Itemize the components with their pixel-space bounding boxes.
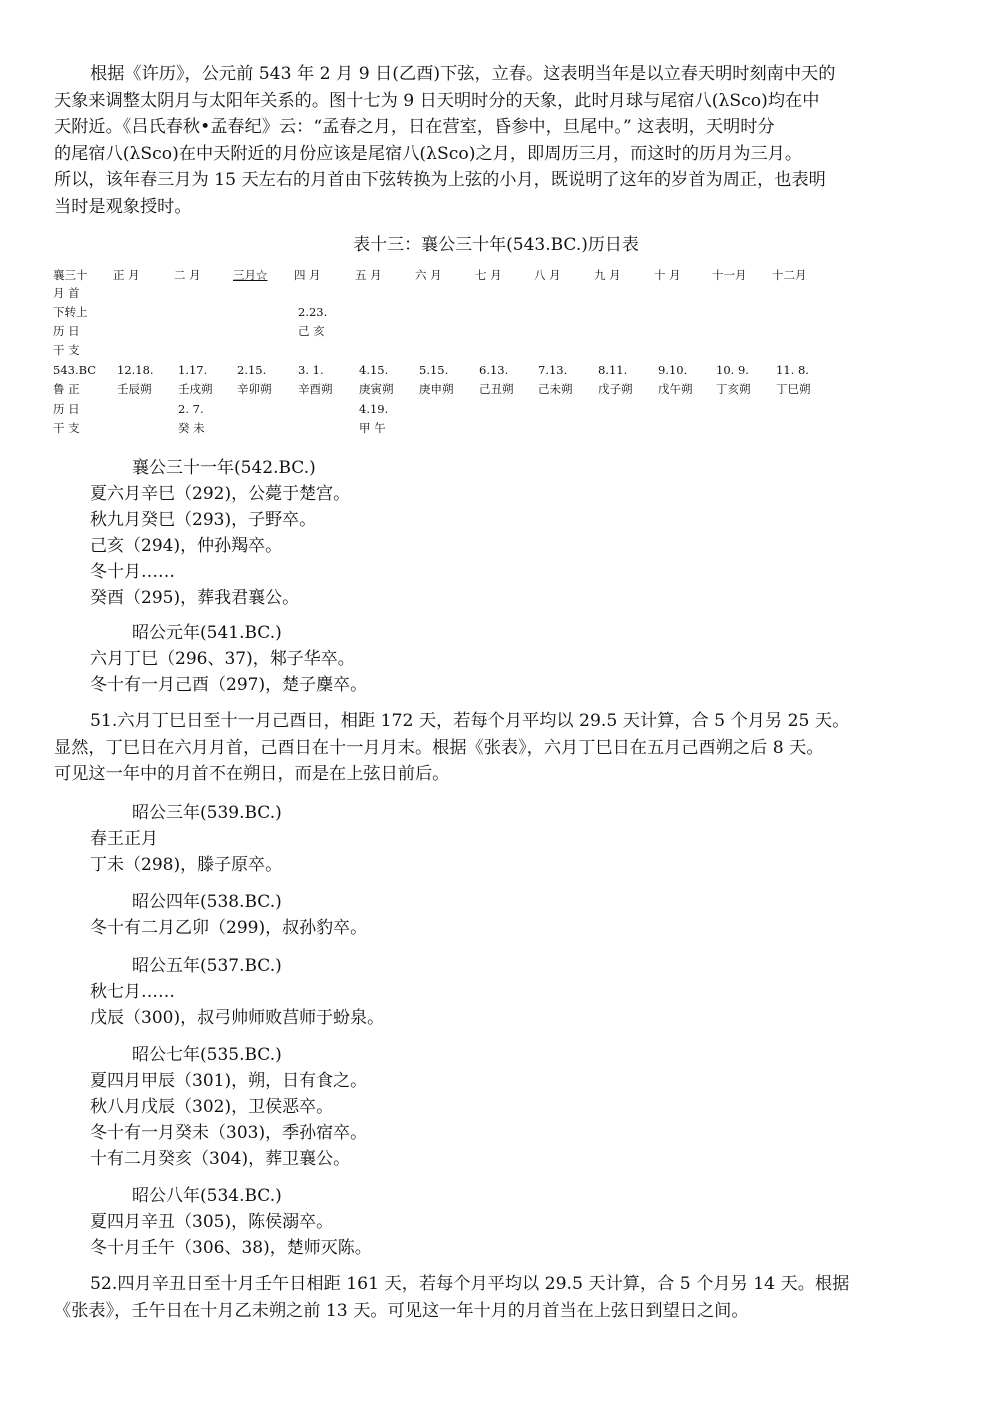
section-heading: 昭公八年(534.BC.) [132, 1186, 282, 1206]
text-line: 所以，该年春三月为 15 天左右的月首由下弦转换为上弦的小月，既说明了这年的岁首为周正，也表明 [54, 170, 826, 190]
text-line: 根据《许历》，公元前 543 年 2 月 9 日(乙酉)下弦，立春。这表明当年是以立春天明时刻南中天的 [90, 64, 836, 84]
row-label: 干 支 [53, 421, 80, 435]
date-cell: 11. 8. [776, 363, 809, 377]
date-cell: 6.13. [479, 363, 509, 377]
row-label: 干 支 [53, 343, 80, 357]
section-zhao5 [90, 953, 384, 1031]
section-zhao3 [90, 800, 282, 878]
date-cell: 2.15. [237, 363, 267, 377]
section-heading: 昭公元年(541.BC.) [132, 623, 282, 643]
entry-line: 戊辰（300)，叔弓帅师败莒师于蚡泉。 [90, 1008, 385, 1028]
entry-line: 冬十有二月乙卯（299)，叔孙豹卒。 [90, 918, 368, 938]
section-zhao1 [90, 620, 367, 698]
date-cell: 12.18. [117, 363, 154, 377]
month-header: 三月☆ [233, 268, 268, 282]
paragraph-51 [54, 708, 944, 788]
entry-line: 秋九月癸巳（293)，子野卒。 [90, 510, 317, 530]
entry-line: 十有二月癸亥（304)，葬卫襄公。 [90, 1149, 351, 1169]
shuo-cell: 庚申朔 [419, 382, 454, 396]
month-header: 六 月 [415, 268, 442, 282]
text-line: 52.四月辛丑日至十月壬午日相距 161 天，若每个月平均以 29.5 天计算，合 5 个月另 14 天。根据 [90, 1274, 850, 1294]
date-cell: 2.23. [298, 305, 328, 319]
month-header: 正 月 [113, 268, 140, 282]
shuo-cell: 壬辰朔 [117, 382, 152, 396]
month-header: 十 月 [654, 268, 681, 282]
shuo-cell: 丁亥朔 [716, 382, 751, 396]
entry-line: 春王正月 [90, 829, 158, 849]
row-label: 襄三十 [53, 268, 88, 282]
text-line: 天象来调整太阴月与太阳年关系的。图十七为 9 日天明时分的天象，此时月球与尾宿八(λSco)均在中 [54, 90, 820, 111]
text-line: 《张表》，壬午日在十月乙未朔之前 13 天。可见这一年十月的月首当在上弦日到望日之间。 [54, 1300, 749, 1321]
ganzhi-cell: 甲 午 [359, 421, 386, 435]
row-label: 历 日 [53, 402, 80, 416]
date-cell: 3. 1. [298, 363, 324, 377]
date-cell: 8.11. [598, 363, 628, 377]
text-line: 显然，丁巳日在六月月首，己酉日在十一月月末。根据《张表》，六月丁巳日在五月己酉朔之后 8 天。 [54, 737, 824, 758]
date-cell: 1.17. [178, 363, 208, 377]
month-header: 十一月 [712, 268, 747, 282]
ganzhi-cell: 己 亥 [298, 324, 325, 338]
text-line: 天附近。《吕氏春秋•孟春纪》云：“孟春之月，日在营室，昏参中，旦尾中。” 这表明，天明时分 [54, 117, 775, 137]
entry-line: 己亥（294)，仲孙羯卒。 [90, 536, 283, 556]
date-cell: 4.15. [359, 363, 389, 377]
shuo-cell: 庚寅朔 [359, 382, 394, 396]
entry-line: 夏四月甲辰（301)，朔，日有食之。 [90, 1071, 368, 1091]
shuo-cell: 壬戌朔 [178, 382, 213, 396]
entry-line: 夏四月辛丑（305)，陈侯溺卒。 [90, 1212, 334, 1232]
shuo-cell: 辛酉朔 [298, 382, 333, 396]
row-label: 下转上 [53, 305, 88, 319]
row-label: 鲁 正 [53, 382, 80, 396]
ganzhi-cell: 癸 未 [178, 421, 205, 435]
section-heading: 昭公五年(537.BC.) [132, 956, 282, 976]
month-header: 五 月 [355, 268, 382, 282]
text-line: 当时是观象授时。 [54, 196, 192, 217]
entry-line: 六月丁巳（296、37)，邾子华卒。 [90, 649, 355, 669]
shuo-cell: 丁巳朔 [776, 382, 811, 396]
section-heading: 昭公三年(539.BC.) [132, 803, 282, 823]
section-zhao4 [90, 889, 367, 941]
date-cell: 5.15. [419, 363, 449, 377]
section-heading: 昭公七年(535.BC.) [132, 1045, 282, 1065]
shuo-cell: 己未朔 [538, 382, 573, 396]
table-caption: 表十三：襄公三十年(543.BC.)历日表 [353, 235, 639, 255]
entry-line: 冬十月壬午（306、38)，楚师灭陈。 [90, 1238, 372, 1258]
row-label: 543.BC [53, 363, 97, 377]
entry-line: 夏六月辛巳（292)，公薨于楚宫。 [90, 484, 351, 504]
entry-line: 秋七月…… [90, 982, 175, 1002]
entry-line: 秋八月戊辰（302)，卫侯恶卒。 [90, 1097, 334, 1117]
section-zhao7 [90, 1042, 367, 1172]
shuo-cell: 己丑朔 [479, 382, 514, 396]
text-line: 可见这一年中的月首不在朔日，而是在上弦日前后。 [54, 764, 450, 784]
section-xiang31 [90, 455, 350, 611]
paragraph-52 [54, 1271, 944, 1324]
date-cell: 2. 7. [178, 402, 204, 416]
entry-line: 冬十有一月己酉（297)，楚子麇卒。 [90, 675, 368, 695]
shuo-cell: 戊午朔 [658, 382, 693, 396]
text-line: 的尾宿八(λSco)在中天附近的月份应该是尾宿八(λSco)之月，即周历三月，而这时的历月为三月。 [54, 143, 803, 164]
month-header: 八 月 [534, 268, 561, 282]
shuo-cell: 辛卯朔 [237, 382, 272, 396]
section-heading: 昭公四年(538.BC.) [132, 892, 282, 912]
month-header: 四 月 [294, 268, 321, 282]
row-label: 月 首 [53, 286, 80, 300]
text-line: 51.六月丁巳日至十一月己酉日，相距 172 天，若每个月平均以 29.5 天计算，合 5 个月另 25 天。 [90, 711, 850, 731]
section-heading: 襄公三十一年(542.BC.) [132, 458, 316, 478]
entry-line: 癸酉（295)，葬我君襄公。 [90, 588, 300, 608]
date-cell: 9.10. [658, 363, 688, 377]
shuo-cell: 戊子朔 [598, 382, 633, 396]
date-cell: 4.19. [359, 402, 389, 416]
month-header: 九 月 [594, 268, 621, 282]
entry-line: 冬十月…… [90, 562, 175, 582]
section-zhao8 [90, 1183, 372, 1261]
month-header: 二 月 [174, 268, 201, 282]
month-header: 十二月 [772, 268, 807, 282]
paragraph-intro [54, 61, 944, 220]
entry-line: 丁未（298)，滕子原卒。 [90, 855, 283, 875]
date-cell: 7.13. [538, 363, 568, 377]
date-cell: 10. 9. [716, 363, 749, 377]
row-label: 历 日 [53, 324, 80, 338]
entry-line: 冬十有一月癸未（303)，季孙宿卒。 [90, 1123, 368, 1143]
month-header: 七 月 [475, 268, 502, 282]
